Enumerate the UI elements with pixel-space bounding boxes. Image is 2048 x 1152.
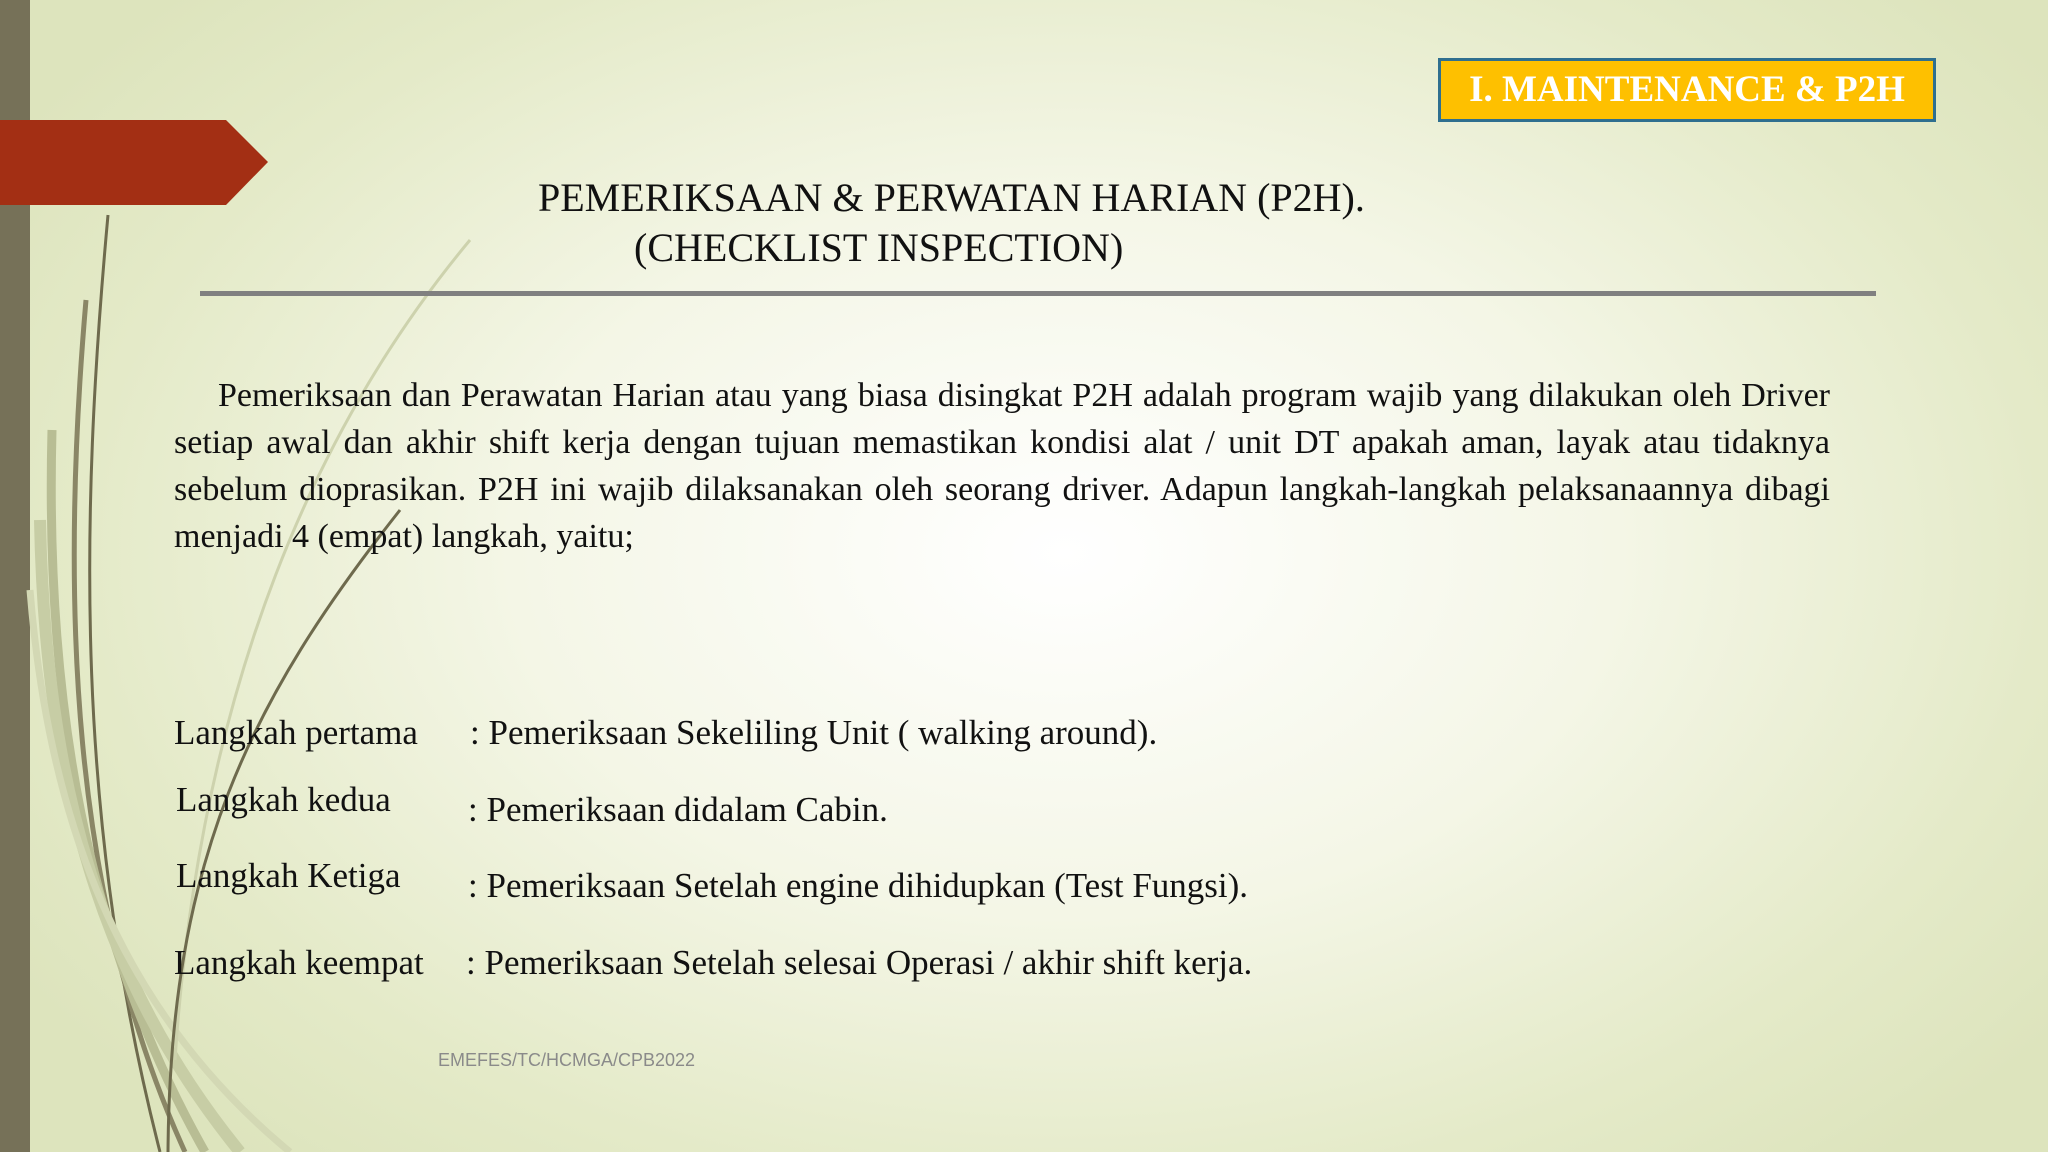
page-subtitle: (CHECKLIST INSPECTION) <box>634 225 1124 270</box>
title-divider <box>200 291 1876 296</box>
step-2-label: Langkah kedua <box>176 780 391 819</box>
red-arrow-shape <box>0 120 268 205</box>
intro-paragraph: Pemeriksaan dan Perawatan Harian atau yang biasa disingkat P2H adalah program wajib yang dilakukan oleh Driver setiap awal dan akhir shift kerja dengan tujuan memastikan kondisi alat / unit DT apakah aman, layak atau tidaknya sebelum dioprasikan. P2H ini wajib dilaksanakan oleh seorang driver. Adapun langkah-langkah pelaksanaannya dibagi menjadi 4 (empat) langkah, yaitu; <box>174 377 1830 555</box>
step-4-label: Langkah keempat <box>174 943 424 982</box>
step-1-label: Langkah pertama <box>174 713 418 752</box>
section-badge: I. MAINTENANCE & P2H <box>1438 58 1936 122</box>
step-2-desc: : Pemeriksaan didalam Cabin. <box>468 790 888 829</box>
step-3-desc: : Pemeriksaan Setelah engine dihidupkan (Test Fungsi). <box>468 866 1249 905</box>
footer-code: EMEFES/TC/HCMGA/CPB2022 <box>438 1050 696 1070</box>
step-4-desc: : Pemeriksaan Setelah selesai Operasi / akhir shift kerja. <box>466 943 1253 982</box>
step-1-desc: : Pemeriksaan Sekeliling Unit ( walking around). <box>470 713 1158 752</box>
swoosh-6 <box>175 240 470 1060</box>
swoosh-4 <box>40 520 240 1152</box>
page-title: PEMERIKSAAN & PERWATAN HARIAN (P2H). <box>538 175 1365 220</box>
step-3-label: Langkah Ketiga <box>176 856 401 895</box>
